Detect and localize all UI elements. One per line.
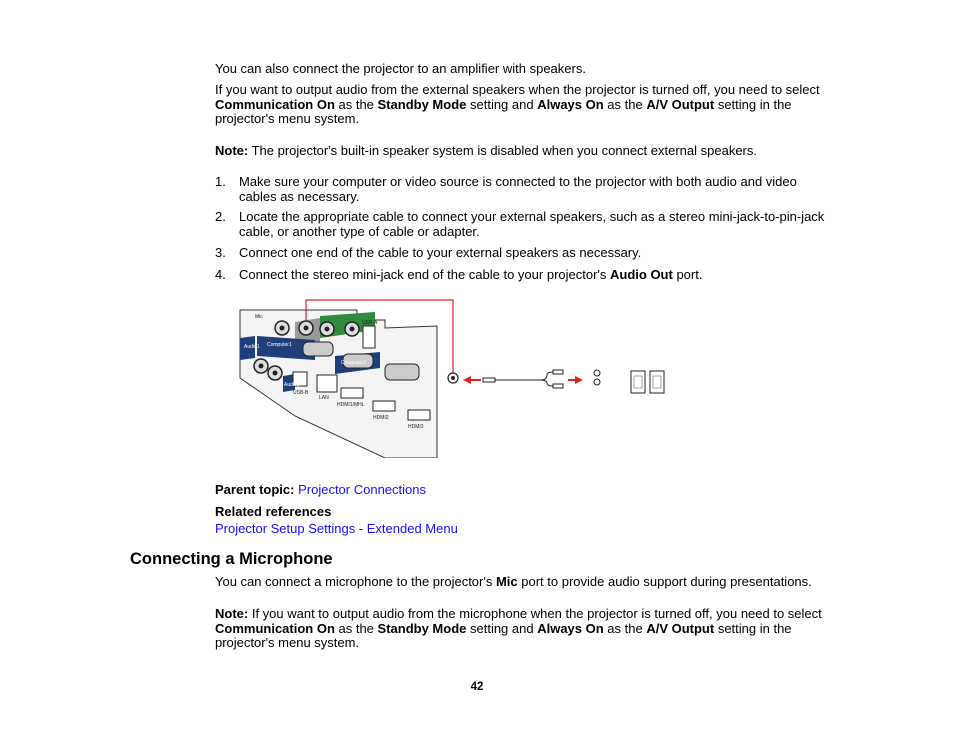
hdmi2-port [373, 401, 395, 411]
rs232-port [385, 364, 419, 380]
page-number: 42 [470, 681, 484, 693]
pin-plug-r [553, 384, 563, 388]
section-title: Connecting a Microphone [130, 550, 333, 568]
parent-topic-link[interactable]: Projector Connections [298, 482, 426, 497]
port-label-audio2: Audio2 [284, 382, 300, 388]
port-label-computer1: Computer1 [267, 342, 292, 348]
note-speakers: Note: The projector's built-in speaker system is disabled when you connect external speakers. [215, 143, 757, 158]
port-label-hdmi1: HDMI1/MHL [337, 402, 365, 408]
computer1-port [303, 342, 333, 356]
related-references-heading: Related references [215, 504, 332, 519]
port-label-audio1: Audio1 [244, 344, 260, 350]
port-label-mic: Mic [255, 314, 263, 320]
hdmi1-port [341, 388, 363, 398]
intro-line: You can also connect the projector to an amplifier with speakers. [215, 61, 586, 76]
hdmi3-port [408, 410, 430, 420]
parent-topic: Parent topic: Projector Connections [215, 482, 426, 497]
related-reference-link[interactable]: Projector Setup Settings - Extended Menu [215, 521, 458, 536]
port-label-usb-a: USB-A [362, 320, 378, 326]
speaker-left [631, 371, 645, 393]
connection-diagram [235, 298, 675, 458]
port-label-usb-b: USB-B [293, 390, 309, 396]
lan-port [317, 375, 337, 392]
port-label-lan: LAN [319, 395, 329, 401]
port-label-hdmi2: HDMI2 [373, 415, 389, 421]
usb-a-port [363, 326, 375, 348]
related-references [215, 522, 825, 537]
speaker-jack-l [594, 370, 600, 376]
port-label-hdmi3: HDMI3 [408, 424, 424, 430]
audio-cable [495, 372, 553, 386]
pin-plug-l [553, 370, 563, 374]
intro-paragraph: If you want to output audio from the external speakers when the projector is turned off, you need to select Communication On as the Standby Mode setting and Always On as the A/V Output setting in the projector's menu system. [215, 82, 820, 127]
speaker-jack-r [594, 379, 600, 385]
port-label-computer2: Computer2 [341, 360, 366, 366]
speaker-right [650, 371, 664, 393]
mini-jack-plug [483, 378, 495, 382]
note-microphone: Note: If you want to output audio from the microphone when the projector is turned off, you need to select Communication On as the Standby Mode setting and Always On as the A/V Output setting in the projector's menu system. [215, 606, 822, 651]
section-intro: You can connect a microphone to the projector's Mic port to provide audio support during presentations. [215, 574, 812, 589]
